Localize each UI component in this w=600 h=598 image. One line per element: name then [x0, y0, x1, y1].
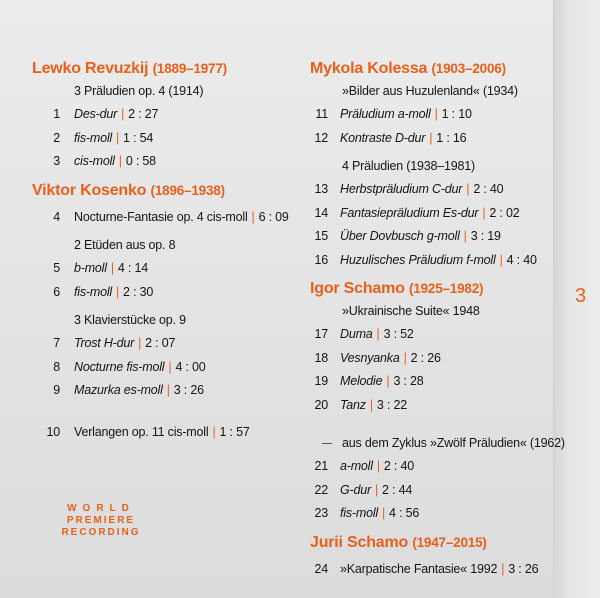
track-title: Präludium a-moll	[340, 107, 431, 121]
separator: |	[369, 397, 373, 412]
composer-name: Mykola Kolessa	[310, 60, 428, 77]
track-title: Huzulisches Präludium f-moll	[340, 252, 496, 267]
track-number: 23	[314, 506, 328, 520]
separator: |	[434, 107, 438, 121]
track-number: 13	[314, 182, 328, 196]
track-row	[310, 127, 550, 151]
composer-years: (1896–1938)	[150, 182, 225, 198]
track-duration: 3 : 52	[383, 327, 414, 341]
composer-years: (1947–2015)	[412, 534, 487, 550]
track-title: Des-dur	[74, 107, 118, 121]
separator: |	[376, 459, 380, 473]
track-number: 5	[53, 261, 60, 275]
page-number: 3	[575, 285, 587, 307]
track-duration: 2 : 02	[489, 205, 520, 220]
track-duration: 3 : 19	[470, 229, 501, 243]
composer-name: Igor Schamo	[310, 280, 405, 297]
separator: |	[110, 261, 114, 275]
tracklist-left-column	[32, 60, 302, 444]
track-duration: 4 : 56	[389, 506, 420, 520]
separator: |	[115, 284, 120, 299]
track-number: 2	[53, 130, 60, 145]
track-duration: 2 : 27	[128, 107, 159, 121]
spacer	[310, 150, 550, 158]
track-title: fis-moll	[74, 130, 112, 145]
spacer	[32, 403, 302, 421]
track-title: Melodie	[340, 374, 383, 388]
track-row	[32, 281, 302, 305]
dash-mark	[322, 443, 332, 444]
composer-heading	[310, 60, 550, 78]
world-premiere-recording-label	[58, 503, 144, 539]
track-row	[32, 206, 302, 230]
work-title: 2 Etüden aus op. 8	[74, 238, 176, 252]
track-title: Nocturne-Fantasie op. 4 cis-moll	[74, 209, 248, 224]
track-row	[310, 347, 550, 371]
separator: |	[386, 374, 390, 388]
track-duration: 4 : 40	[506, 252, 537, 267]
work-title: 3 Präludien op. 4 (1914)	[74, 84, 204, 98]
composer-heading	[310, 534, 550, 552]
track-title: Verlangen op. 11 cis-moll	[74, 424, 209, 439]
spacer	[310, 417, 550, 435]
track-row	[32, 257, 302, 281]
composer-years: (1903–2006)	[431, 61, 506, 76]
premiere-line: RECORDING	[61, 527, 141, 538]
work-title	[342, 436, 565, 450]
track-title: »Karpatische Fantasie« 1992	[340, 561, 498, 576]
track-title: G-dur	[340, 482, 371, 497]
work-title: 3 Klavierstücke op. 9	[74, 313, 186, 327]
track-number: 20	[314, 397, 328, 412]
track-row	[310, 502, 550, 526]
track-duration: 2 : 44	[382, 482, 413, 497]
track-row	[310, 103, 550, 127]
track-title: Mazurka es-moll	[74, 383, 163, 397]
composer-years: (1925–1982)	[408, 281, 484, 296]
track-row	[32, 379, 302, 403]
separator: |	[251, 209, 255, 224]
composer-name: Jurii Schamo	[310, 533, 409, 551]
separator: |	[466, 182, 470, 196]
tracklist-right-column	[310, 60, 565, 581]
track-row	[32, 127, 302, 151]
separator: |	[381, 506, 386, 520]
track-title: Tanz	[340, 397, 366, 412]
track-number: 10	[46, 424, 60, 439]
track-number: 18	[314, 350, 328, 365]
separator: |	[121, 107, 125, 121]
track-duration: 2 : 40	[383, 459, 414, 473]
track-number: 4	[53, 209, 60, 224]
composer-heading	[32, 60, 302, 78]
separator: |	[115, 130, 120, 145]
separator: |	[212, 424, 216, 439]
separator: |	[499, 252, 503, 267]
track-row	[310, 178, 550, 202]
track-row	[310, 249, 550, 273]
track-row	[310, 225, 550, 249]
track-title: cis-moll	[74, 154, 115, 168]
track-title: Nocturne fis-moll	[74, 359, 165, 374]
track-row	[32, 356, 302, 380]
track-title: a-moll	[340, 459, 373, 473]
premiere-line: WORLD	[67, 503, 135, 514]
track-number: 19	[314, 374, 328, 388]
track-row	[310, 370, 550, 394]
work-title: »Bilder aus Huzulenland« (1934)	[342, 84, 518, 98]
track-duration: 2 : 30	[123, 284, 154, 299]
track-number: 1	[53, 107, 60, 121]
track-row	[32, 150, 302, 174]
track-title: Kontraste D-dur	[340, 130, 426, 145]
track-row	[32, 332, 302, 356]
composer-name: Viktor Kosenko	[32, 181, 147, 199]
separator: |	[118, 154, 122, 168]
separator: |	[376, 327, 380, 341]
track-number: 3	[53, 154, 60, 168]
track-row	[310, 394, 550, 418]
track-duration: 2 : 07	[145, 336, 176, 350]
track-row	[310, 558, 550, 582]
track-duration: 3 : 26	[173, 383, 204, 397]
spacer	[32, 229, 302, 237]
separator: |	[166, 383, 170, 397]
track-title: Über Dovbusch g-moll	[340, 229, 460, 243]
track-title: b-moll	[74, 261, 107, 275]
track-row	[32, 421, 302, 445]
track-number: 14	[314, 205, 328, 220]
track-number: 12	[314, 130, 328, 145]
track-duration: 1 : 16	[436, 130, 467, 145]
track-duration: 3 : 22	[376, 397, 407, 412]
work-title-text: aus dem Zyklus »Zwölf Präludien« (1962)	[342, 436, 565, 450]
track-number: 9	[53, 383, 60, 397]
track-duration: 3 : 28	[393, 374, 424, 388]
work-title: 4 Präludien (1938–1981)	[342, 159, 476, 173]
track-title: Duma	[340, 327, 373, 341]
track-duration: 3 : 26	[508, 561, 539, 576]
premiere-line: PREMIERE	[66, 515, 136, 526]
work-title: »Ukrainische Suite« 1948	[342, 304, 480, 318]
composer-name: Lewko Revuzkij	[32, 60, 149, 77]
track-number: 6	[53, 284, 60, 299]
track-duration: 0 : 58	[125, 154, 156, 168]
track-number: 16	[314, 252, 328, 267]
track-number: 8	[53, 359, 60, 374]
spacer	[32, 304, 302, 312]
separator: |	[482, 205, 486, 220]
track-number: 21	[314, 459, 328, 473]
composer-heading	[32, 182, 302, 200]
track-duration: 1 : 54	[123, 130, 154, 145]
track-row	[310, 455, 550, 479]
track-number: 17	[314, 327, 328, 341]
track-number: 11	[315, 107, 328, 121]
track-duration: 4 : 14	[117, 261, 148, 275]
track-row	[310, 202, 550, 226]
track-duration: 1 : 57	[219, 424, 250, 439]
track-title: Vesnyanka	[340, 350, 400, 365]
separator: |	[501, 561, 505, 576]
track-title: fis-moll	[74, 284, 112, 299]
track-number: 22	[314, 482, 328, 497]
separator: |	[429, 130, 433, 145]
track-row	[32, 103, 302, 127]
track-number: 7	[53, 336, 60, 350]
track-duration: 2 : 26	[410, 350, 441, 365]
track-number: 15	[314, 229, 328, 243]
track-row	[310, 479, 550, 503]
track-duration: 4 : 00	[175, 359, 206, 374]
track-duration: 1 : 10	[441, 107, 472, 121]
track-duration: 6 : 09	[258, 209, 289, 224]
track-duration: 2 : 40	[473, 182, 504, 196]
composer-heading	[310, 280, 550, 298]
separator: |	[138, 336, 142, 350]
track-title: Trost H-dur	[74, 336, 135, 350]
track-number: 24	[314, 561, 328, 576]
separator: |	[168, 359, 172, 374]
track-row	[310, 323, 550, 347]
separator: |	[374, 482, 379, 497]
separator: |	[463, 229, 467, 243]
track-title: Fantasiepräludium Es-dur	[340, 205, 479, 220]
track-title: Herbstpräludium C-dur	[340, 182, 463, 196]
separator: |	[403, 350, 407, 365]
composer-years: (1889–1977)	[152, 61, 227, 76]
track-title: fis-moll	[340, 506, 378, 520]
